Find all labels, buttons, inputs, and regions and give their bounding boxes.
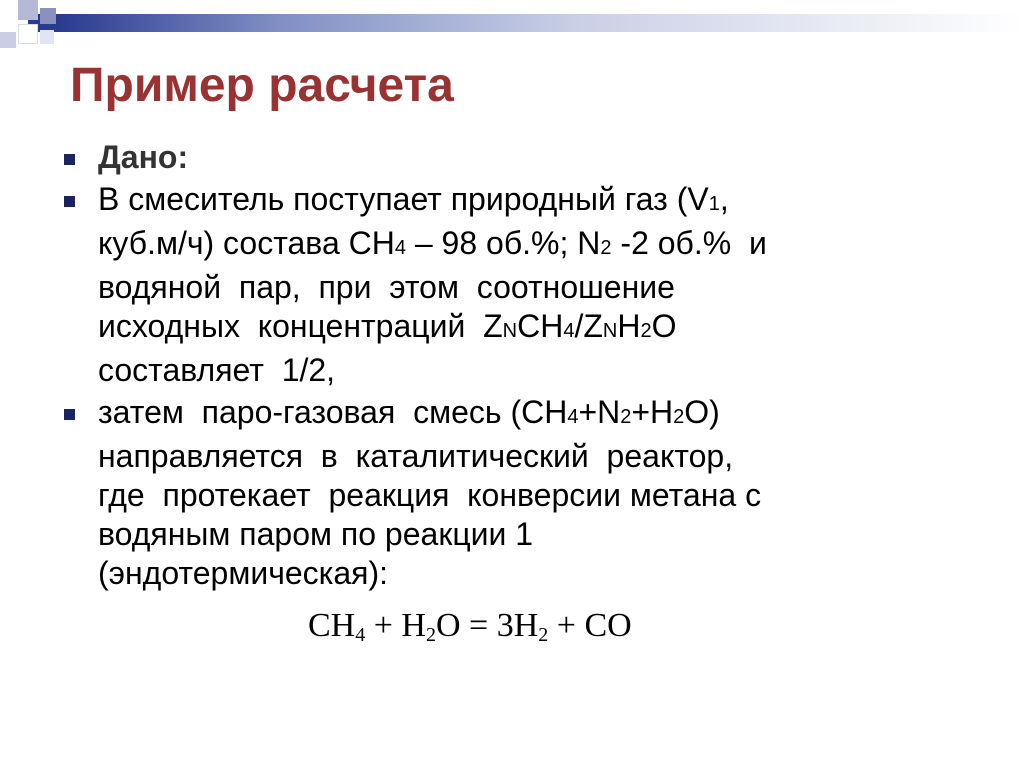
- slide-title: Пример расчета: [70, 59, 454, 112]
- given-label: Дано:: [98, 139, 189, 175]
- slide-content: [58, 138, 958, 596]
- decorative-square: [18, 24, 38, 44]
- square-bullet-icon: [64, 196, 75, 207]
- header-gradient-bar: [28, 14, 1024, 32]
- decorative-square: [40, 8, 56, 24]
- decorative-square: [0, 32, 16, 48]
- mixer-text: В смеситель поступает природный газ (V1, куб.м/ч) состава CH4 – 98 об.%; N2 -2 об.% и водяной пар, при этом соотношение исходных концентраций ZNCH4/ZNH2O составляет 1/2,: [98, 181, 767, 388]
- bullet-item-reactor: [58, 393, 958, 593]
- reaction-equation: CH4 + H2O = 3H2 + CO: [308, 607, 632, 646]
- decorative-square: [18, 0, 38, 20]
- square-bullet-icon: [64, 154, 75, 165]
- decorative-square: [40, 30, 54, 44]
- bullet-item-mixer: [58, 180, 958, 390]
- reactor-text: затем паро-газовая смесь (CH4+N2+H2O) направляется в каталитический реактор, где протекает реакция конверсии метана с водяным паром по реакции 1 (эндотермическая):: [98, 394, 762, 591]
- square-bullet-icon: [64, 409, 75, 420]
- bullet-item-given: [58, 138, 958, 177]
